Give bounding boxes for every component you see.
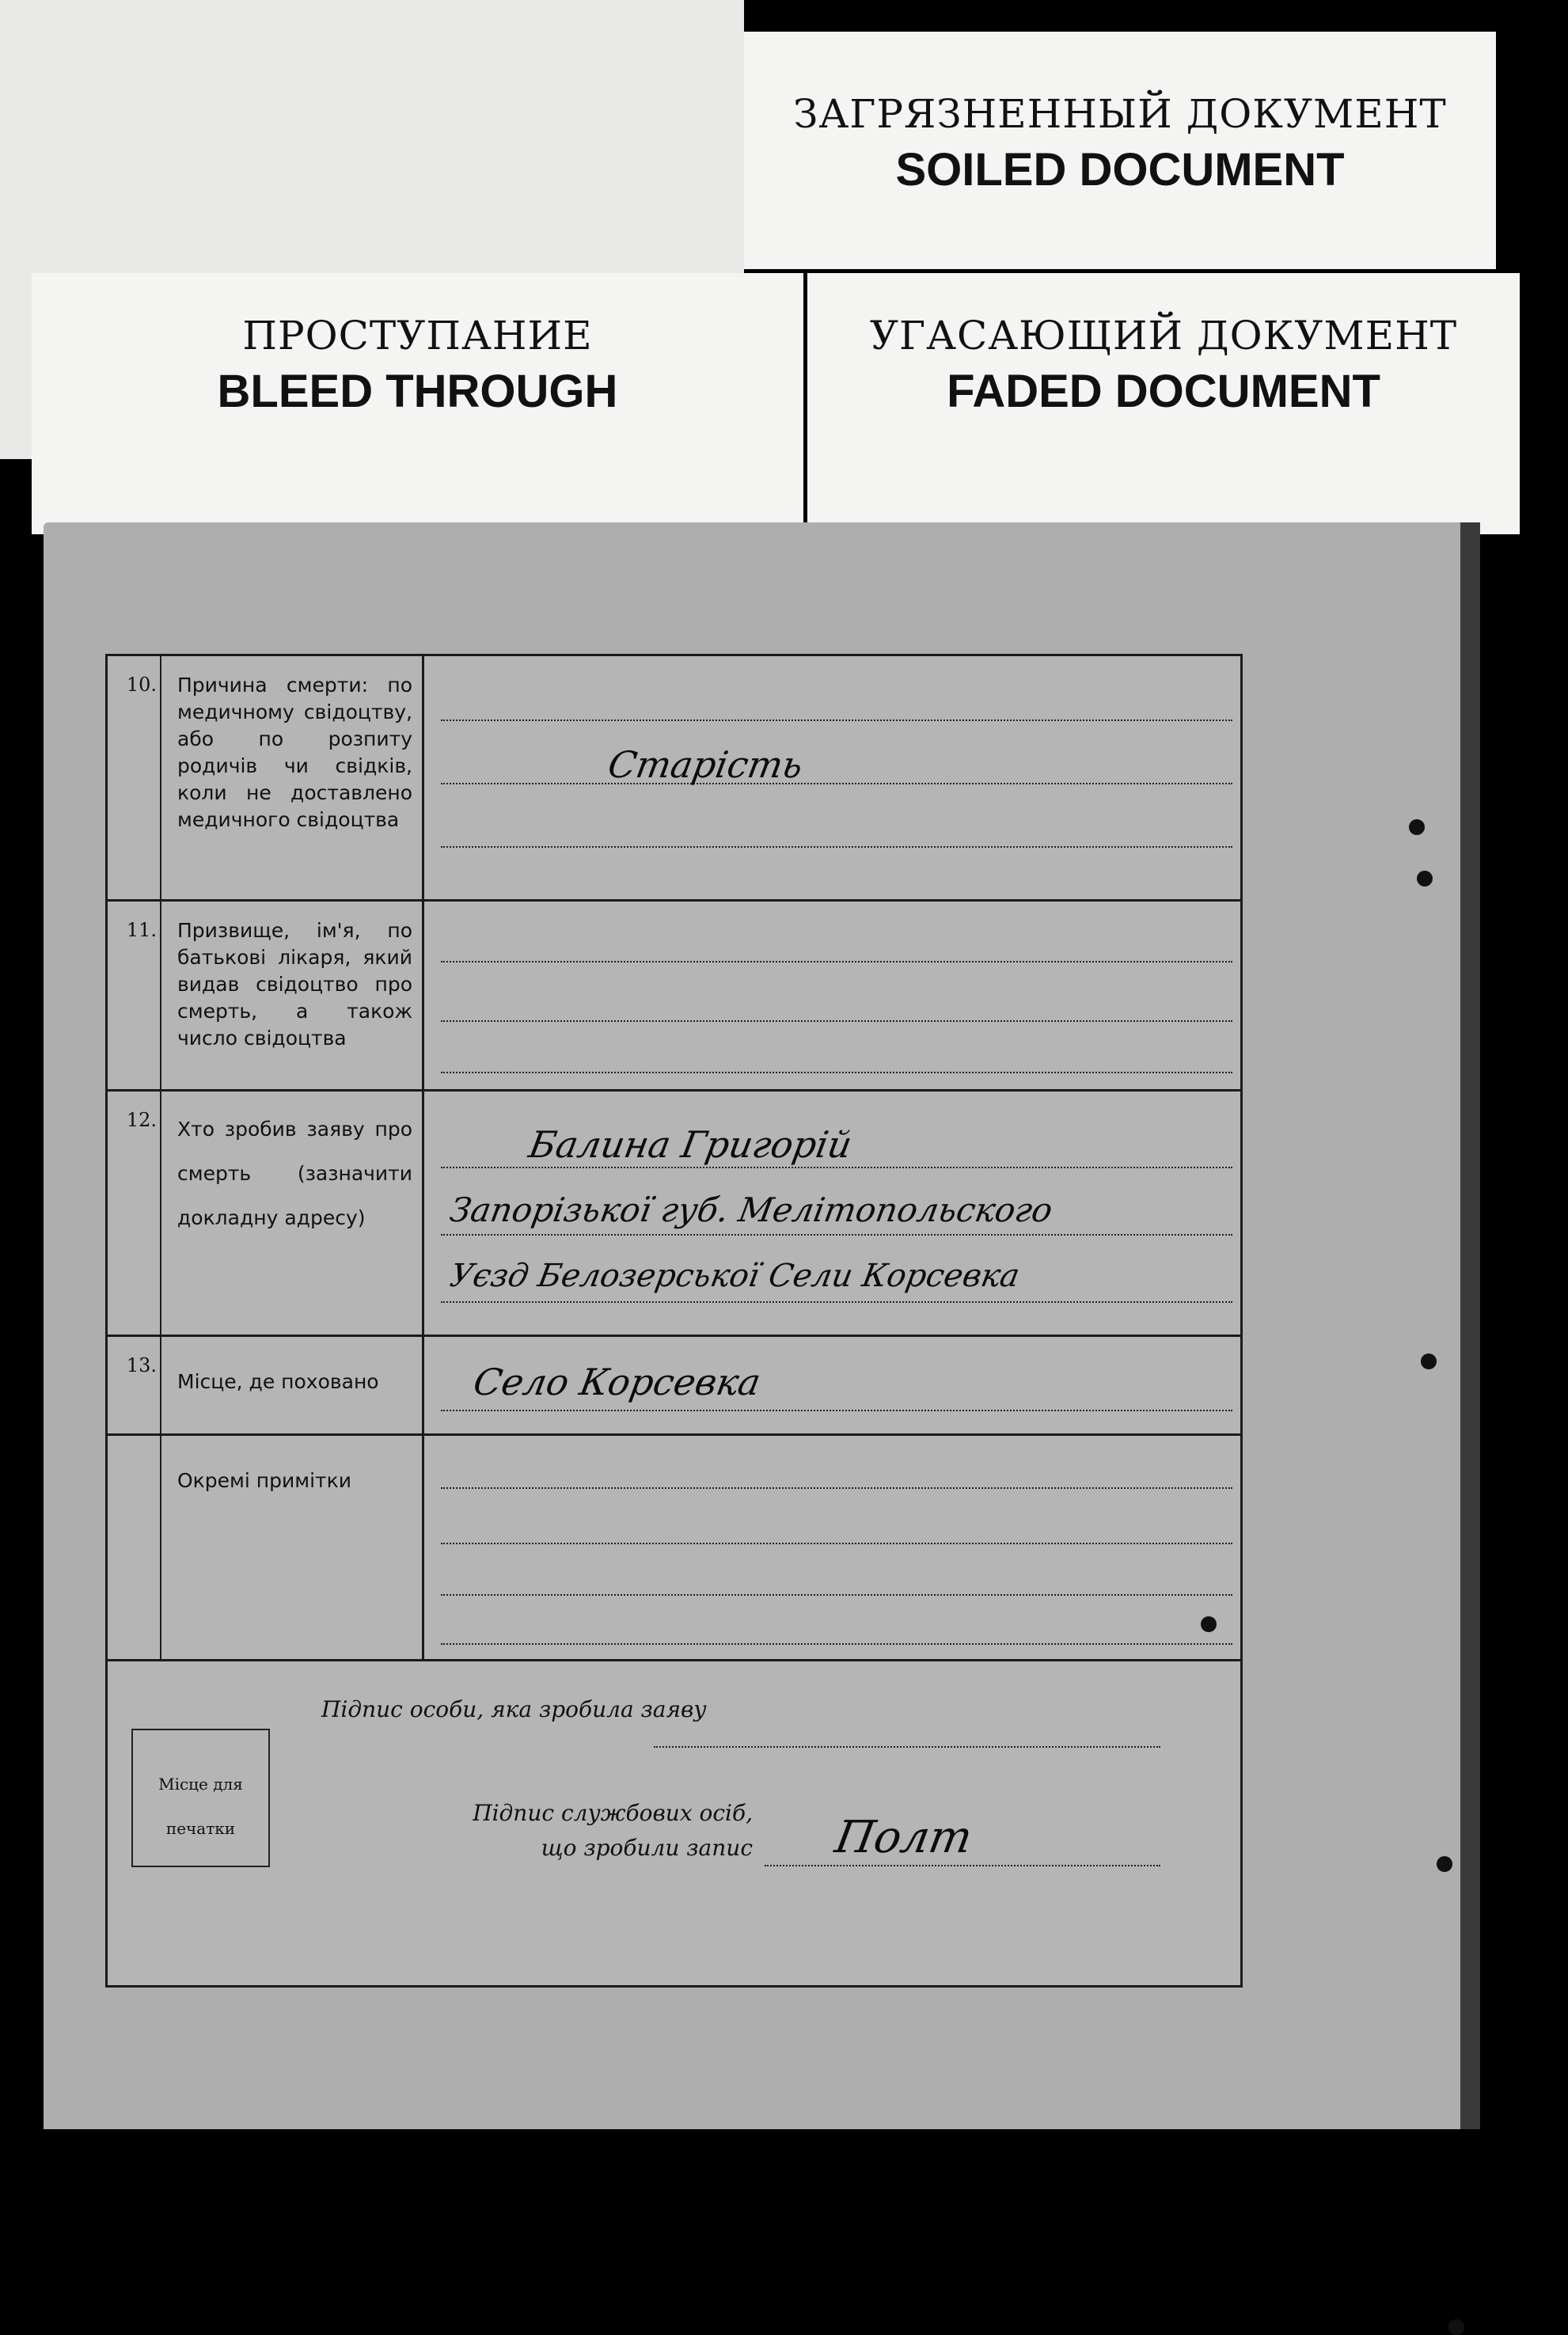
row-label: Окремі примітки: [163, 1436, 424, 1659]
row-number: 11.: [108, 902, 161, 1089]
handwritten-declarant-address-2: Уєзд Белозерської Сели Корсевка: [446, 1258, 1023, 1294]
row-label: Причина смерти: по медичному свідоцтву, або по розпиту родичів чи свідків, коли не доставлено медичного свідоцтва: [163, 656, 424, 899]
row-label: Місце, де поховано: [163, 1337, 424, 1433]
form-row-notes: [108, 1436, 1240, 1661]
stamp-place-box: [131, 1729, 270, 1867]
row-value: [427, 902, 1240, 1089]
bleed-through-label: [32, 273, 803, 534]
row-label: Хто зробив заяву про смерть (зазначити докладну адресу): [163, 1092, 424, 1335]
faded-label-ru: УГАСАЮЩИЙ ДОКУМЕНТ: [869, 313, 1458, 359]
page-edge: [1460, 522, 1480, 2129]
form-row-doctor: [108, 902, 1240, 1092]
row-number: 13.: [108, 1337, 161, 1433]
faded-document-label: [807, 273, 1520, 534]
binding-hole: [1421, 1354, 1437, 1369]
binding-hole: [1417, 871, 1433, 887]
binding-hole: [1201, 1616, 1217, 1632]
binding-hole: [1409, 819, 1425, 835]
soiled-label-ru: ЗАГРЯЗНЕННЫЙ ДОКУМЕНТ: [793, 91, 1447, 137]
binding-hole: [1448, 2319, 1464, 2335]
row-number: 12.: [108, 1092, 161, 1335]
handwritten-declarant-name: Балина Григорій: [526, 1123, 856, 1166]
bleed-label-ru: ПРОСТУПАНИЕ: [242, 313, 593, 359]
soiled-document-label: [744, 32, 1496, 269]
form-row-burial-place: [108, 1337, 1240, 1436]
row-label: Призвище, ім'я, по батькові лікаря, який видав свідоцтво про смерть, а також число свідоцтва: [163, 902, 424, 1089]
binding-hole: [1437, 1856, 1452, 1872]
row-value: [427, 656, 1240, 899]
bleed-label-en: BLEED THROUGH: [217, 366, 618, 417]
soiled-label-en: SOILED DOCUMENT: [895, 144, 1345, 196]
applicant-signature-label: Підпис особи, яка зробила заяву: [321, 1696, 707, 1722]
row-number: 10.: [108, 656, 161, 899]
document-page: [44, 522, 1480, 2129]
row-value: [427, 1436, 1240, 1659]
row-value: [427, 1337, 1240, 1433]
stamp-place-label: Місце для печатки: [158, 1775, 243, 1838]
row-number: [108, 1436, 161, 1659]
death-record-form: [105, 654, 1243, 1988]
row-value: [427, 1092, 1240, 1335]
officials-signature-label: Підпис службових осіб, що зробили запис: [473, 1800, 753, 1861]
form-row-declarant: [108, 1092, 1240, 1337]
form-row-cause-of-death: [108, 656, 1240, 902]
handwritten-burial-place: Село Корсевка: [470, 1361, 765, 1403]
officials-signature-line: [765, 1865, 1160, 1866]
applicant-signature-line: [654, 1746, 1160, 1748]
official-signature: Полт: [831, 1812, 977, 1863]
handwritten-declarant-address-1: Запорізької губ. Мелітопольского: [446, 1190, 1056, 1229]
faded-label-en: FADED DOCUMENT: [947, 366, 1380, 417]
handwritten-cause: Старість: [605, 743, 807, 786]
